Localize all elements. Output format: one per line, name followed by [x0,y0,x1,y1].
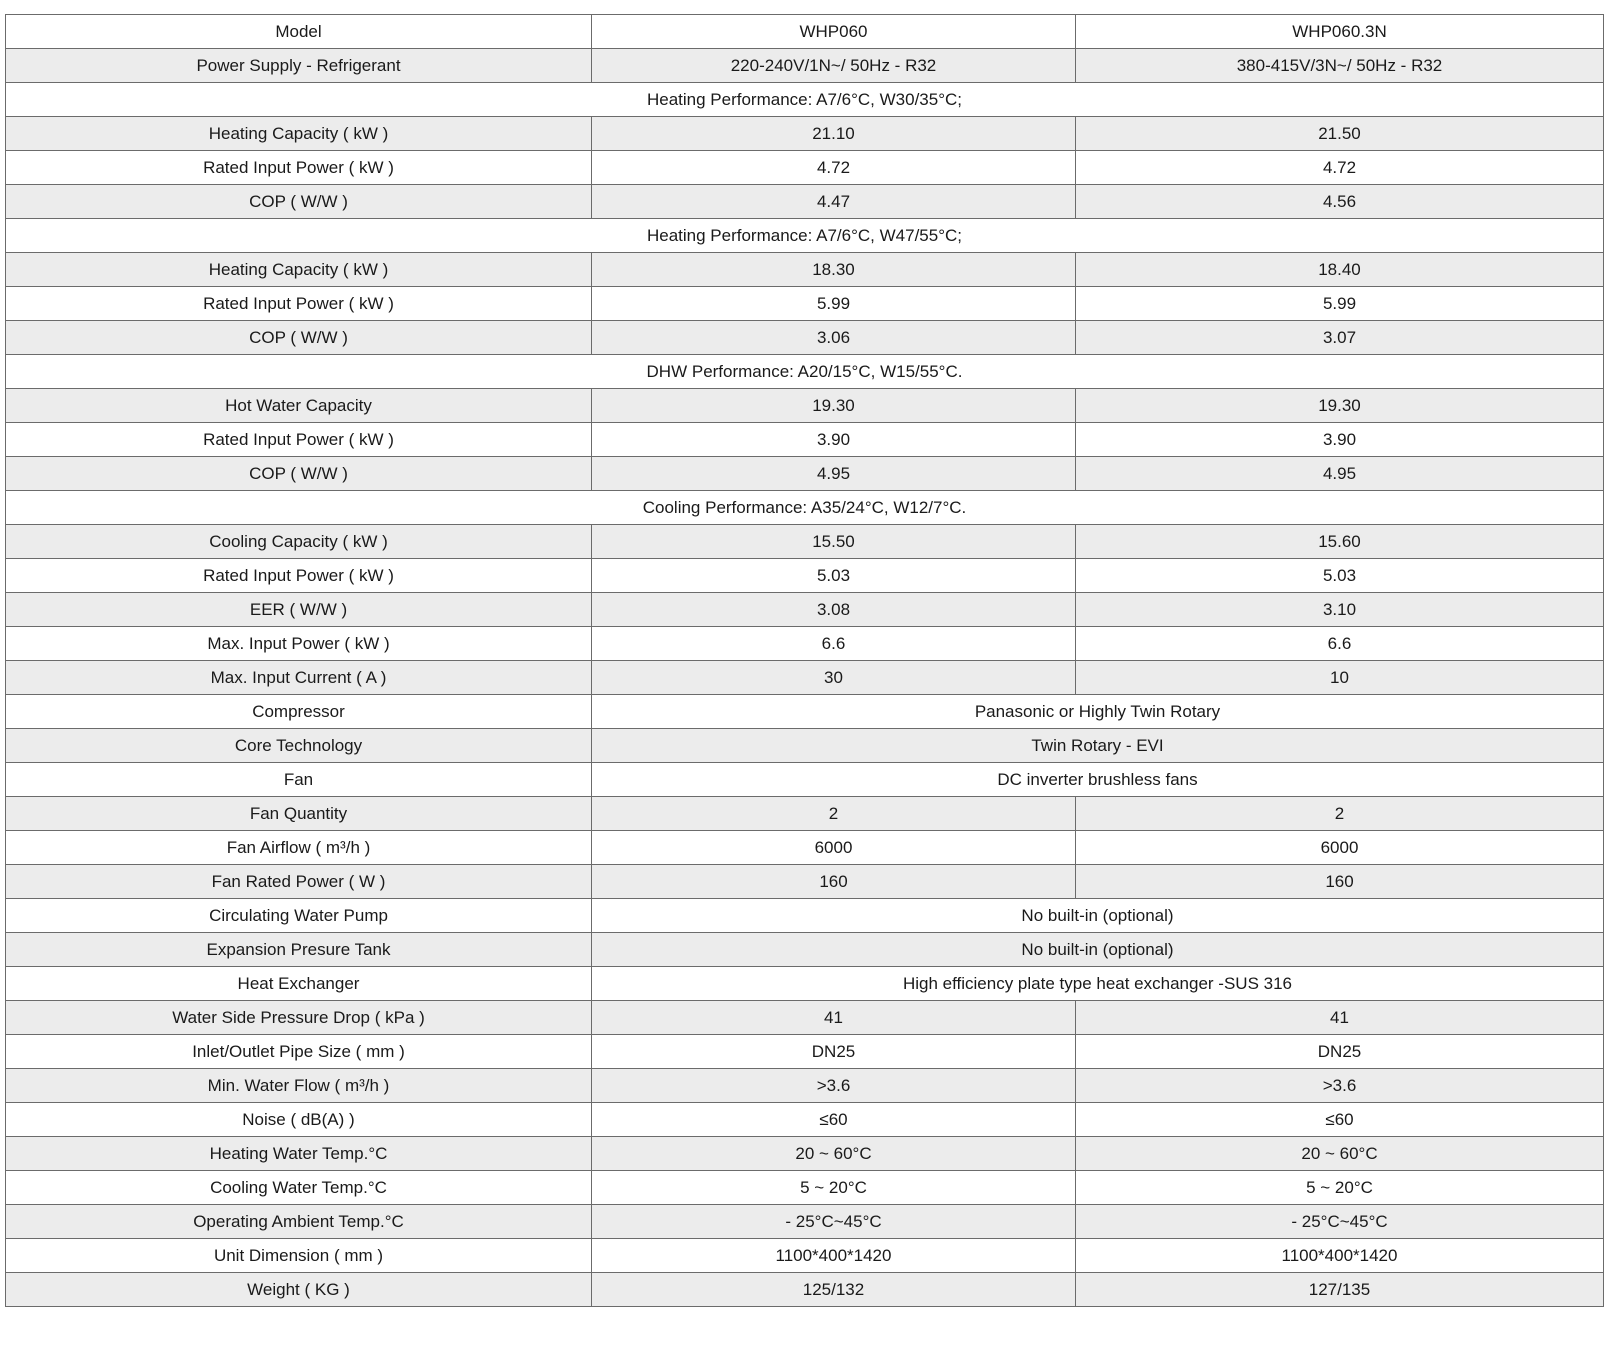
spec-label: Operating Ambient Temp.°C [6,1205,592,1239]
spec-row [6,151,1604,185]
spec-row [6,865,1604,899]
section-header: Heating Performance: A7/6°C, W47/55°C; [6,219,1604,253]
spec-label: COP ( W/W ) [6,321,592,355]
spec-row [6,1103,1604,1137]
section-row [6,491,1604,525]
spec-row [6,831,1604,865]
spec-label: Rated Input Power ( kW ) [6,151,592,185]
spec-label: COP ( W/W ) [6,185,592,219]
spec-row [6,185,1604,219]
spec-row [6,729,1604,763]
spec-label: Fan [6,763,592,797]
spec-row [6,1001,1604,1035]
spec-label: Min. Water Flow ( m³/h ) [6,1069,592,1103]
spec-value-whp060: 19.30 [592,389,1076,423]
spec-row [6,933,1604,967]
spec-row [6,253,1604,287]
spec-value-whp060: 4.95 [592,457,1076,491]
spec-value-whp060: 4.47 [592,185,1076,219]
spec-value-whp060-3n: 2 [1076,797,1604,831]
spec-label: Fan Rated Power ( W ) [6,865,592,899]
spec-row [6,627,1604,661]
spec-value-shared: Twin Rotary - EVI [592,729,1604,763]
spec-value-whp060: 30 [592,661,1076,695]
spec-value-whp060: 3.06 [592,321,1076,355]
spec-label: Cooling Water Temp.°C [6,1171,592,1205]
spec-value-whp060-3n: 4.72 [1076,151,1604,185]
spec-value-shared: DC inverter brushless fans [592,763,1604,797]
section-row [6,355,1604,389]
spec-value-whp060-3n: >3.6 [1076,1069,1604,1103]
section-header: Heating Performance: A7/6°C, W30/35°C; [6,83,1604,117]
spec-value-whp060: 4.72 [592,151,1076,185]
spec-row [6,797,1604,831]
spec-value-whp060: 5 ~ 20°C [592,1171,1076,1205]
spec-value-whp060: 125/132 [592,1273,1076,1307]
spec-label: Model [6,15,592,49]
spec-row [6,695,1604,729]
spec-value-whp060-3n: 20 ~ 60°C [1076,1137,1604,1171]
section-header: DHW Performance: A20/15°C, W15/55°C. [6,355,1604,389]
spec-value-whp060: 1100*400*1420 [592,1239,1076,1273]
spec-label: Heating Capacity ( kW ) [6,117,592,151]
spec-value-whp060-3n: 5.99 [1076,287,1604,321]
spec-value-whp060-3n: 19.30 [1076,389,1604,423]
spec-table [5,14,1604,1307]
spec-value-whp060: 18.30 [592,253,1076,287]
spec-value-whp060-3n: 380-415V/3N~/ 50Hz - R32 [1076,49,1604,83]
spec-value-whp060-3n: 5 ~ 20°C [1076,1171,1604,1205]
spec-label: EER ( W/W ) [6,593,592,627]
spec-row [6,525,1604,559]
spec-row [6,763,1604,797]
spec-value-whp060: 5.99 [592,287,1076,321]
spec-label: Unit Dimension ( mm ) [6,1239,592,1273]
spec-value-whp060: 2 [592,797,1076,831]
spec-label: Inlet/Outlet Pipe Size ( mm ) [6,1035,592,1069]
spec-label: Max. Input Power ( kW ) [6,627,592,661]
spec-value-whp060-3n: 1100*400*1420 [1076,1239,1604,1273]
spec-label: Hot Water Capacity [6,389,592,423]
spec-row [6,1273,1604,1307]
spec-row [6,1069,1604,1103]
spec-value-whp060-3n: WHP060.3N [1076,15,1604,49]
spec-row [6,559,1604,593]
spec-value-shared: Panasonic or Highly Twin Rotary [592,695,1604,729]
spec-label: Max. Input Current ( A ) [6,661,592,695]
spec-label: Water Side Pressure Drop ( kPa ) [6,1001,592,1035]
spec-value-whp060-3n: 3.07 [1076,321,1604,355]
spec-value-whp060: ≤60 [592,1103,1076,1137]
spec-value-whp060: 6000 [592,831,1076,865]
spec-value-whp060: 5.03 [592,559,1076,593]
spec-value-whp060: 3.08 [592,593,1076,627]
spec-row [6,661,1604,695]
spec-value-whp060-3n: 5.03 [1076,559,1604,593]
spec-row [6,1171,1604,1205]
spec-row [6,457,1604,491]
spec-label: Rated Input Power ( kW ) [6,423,592,457]
spec-row [6,15,1604,49]
spec-value-whp060-3n: 127/135 [1076,1273,1604,1307]
spec-value-whp060-3n: 15.60 [1076,525,1604,559]
spec-value-shared: No built-in (optional) [592,933,1604,967]
spec-value-whp060: 6.6 [592,627,1076,661]
spec-row [6,967,1604,1001]
spec-value-whp060: - 25°C~45°C [592,1205,1076,1239]
spec-label: Rated Input Power ( kW ) [6,287,592,321]
spec-label: Weight ( KG ) [6,1273,592,1307]
spec-value-whp060-3n: 41 [1076,1001,1604,1035]
spec-value-whp060: 220-240V/1N~/ 50Hz - R32 [592,49,1076,83]
spec-label: Expansion Presure Tank [6,933,592,967]
spec-label: Power Supply - Refrigerant [6,49,592,83]
section-header: Cooling Performance: A35/24°C, W12/7°C. [6,491,1604,525]
spec-value-whp060: 15.50 [592,525,1076,559]
spec-row [6,389,1604,423]
spec-value-whp060: >3.6 [592,1069,1076,1103]
spec-value-whp060: DN25 [592,1035,1076,1069]
spec-value-whp060: WHP060 [592,15,1076,49]
spec-label: Heating Water Temp.°C [6,1137,592,1171]
spec-label: Core Technology [6,729,592,763]
spec-value-whp060-3n: ≤60 [1076,1103,1604,1137]
spec-row [6,49,1604,83]
spec-row [6,1205,1604,1239]
spec-label: Noise ( dB(A) ) [6,1103,592,1137]
spec-value-whp060-3n: 4.56 [1076,185,1604,219]
spec-row [6,287,1604,321]
spec-label: Cooling Capacity ( kW ) [6,525,592,559]
spec-value-whp060-3n: - 25°C~45°C [1076,1205,1604,1239]
spec-row [6,1239,1604,1273]
spec-value-whp060-3n: 10 [1076,661,1604,695]
spec-value-whp060: 20 ~ 60°C [592,1137,1076,1171]
spec-row [6,423,1604,457]
spec-value-shared: No built-in (optional) [592,899,1604,933]
spec-value-whp060: 41 [592,1001,1076,1035]
spec-value-shared: High efficiency plate type heat exchanger -SUS 316 [592,967,1604,1001]
section-row [6,219,1604,253]
spec-value-whp060-3n: 160 [1076,865,1604,899]
spec-value-whp060-3n: 6000 [1076,831,1604,865]
spec-value-whp060-3n: 18.40 [1076,253,1604,287]
spec-value-whp060-3n: 6.6 [1076,627,1604,661]
spec-row [6,1035,1604,1069]
spec-value-whp060-3n: 4.95 [1076,457,1604,491]
spec-value-whp060: 21.10 [592,117,1076,151]
spec-value-whp060: 160 [592,865,1076,899]
spec-label: Heating Capacity ( kW ) [6,253,592,287]
spec-value-whp060-3n: 21.50 [1076,117,1604,151]
spec-row [6,117,1604,151]
spec-value-whp060: 3.90 [592,423,1076,457]
section-row [6,83,1604,117]
spec-label: Circulating Water Pump [6,899,592,933]
spec-value-whp060-3n: DN25 [1076,1035,1604,1069]
spec-label: Fan Airflow ( m³/h ) [6,831,592,865]
spec-label: COP ( W/W ) [6,457,592,491]
spec-value-whp060-3n: 3.90 [1076,423,1604,457]
spec-label: Fan Quantity [6,797,592,831]
spec-label: Rated Input Power ( kW ) [6,559,592,593]
spec-row [6,321,1604,355]
spec-table-body [6,15,1604,1307]
spec-row [6,593,1604,627]
spec-row [6,899,1604,933]
spec-value-whp060-3n: 3.10 [1076,593,1604,627]
spec-label: Compressor [6,695,592,729]
spec-row [6,1137,1604,1171]
spec-label: Heat Exchanger [6,967,592,1001]
